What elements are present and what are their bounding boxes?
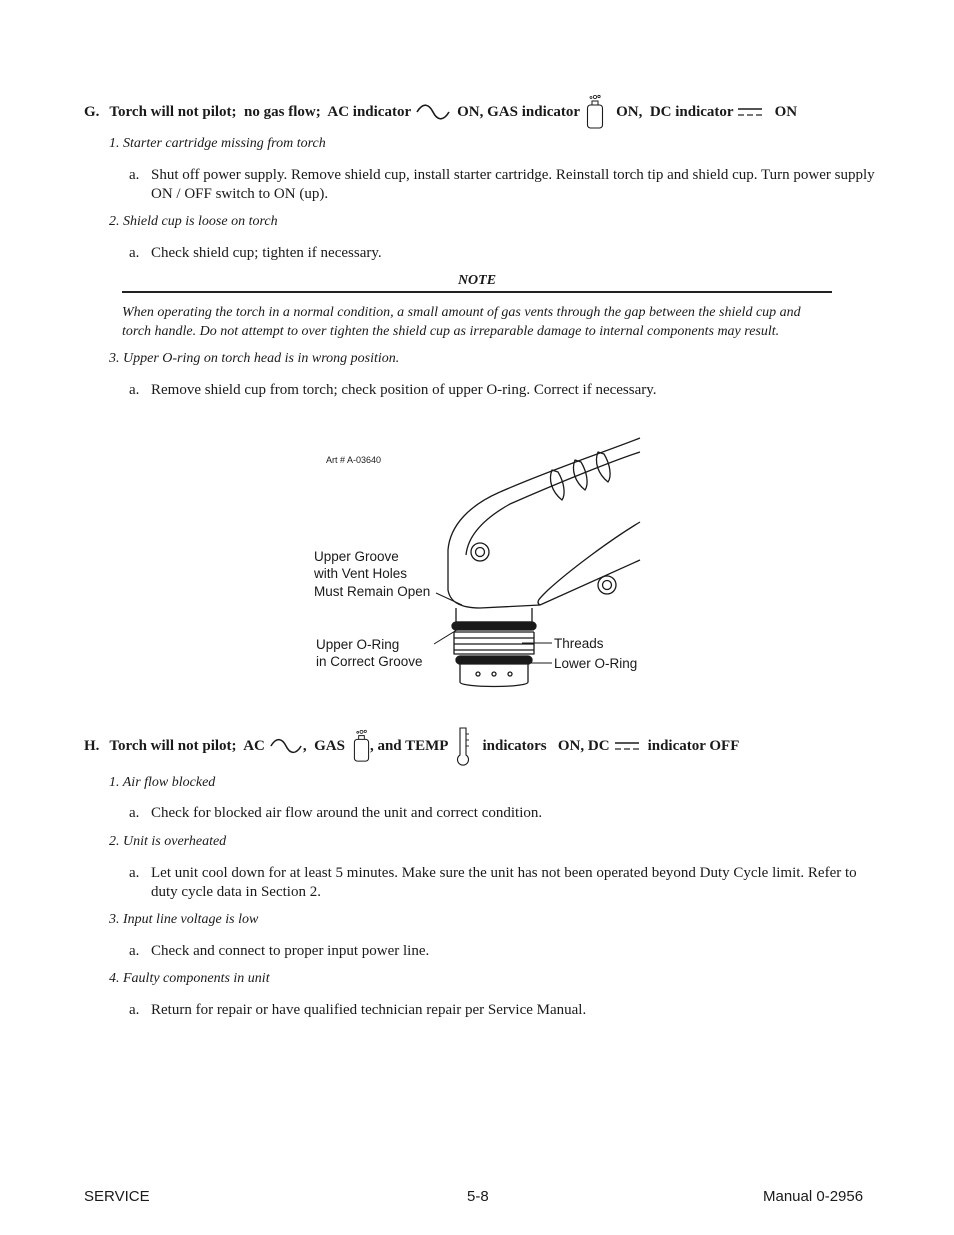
h-item-3-text: Check and connect to proper input power line.: [151, 943, 430, 959]
h-item-4-step: a.: [129, 1002, 140, 1018]
g-item-1-label: 1. Starter cartridge missing from torch: [109, 136, 326, 151]
ac-wave-icon: [415, 102, 451, 122]
h-item-2-label: 2. Unit is overheated: [109, 834, 227, 849]
g-item-3-text: Remove shield cup from torch; check position of upper O-ring. Correct if necessary.: [151, 382, 657, 398]
section-g-title-1: Torch will not pilot; no gas flow; AC indicator: [109, 103, 412, 120]
label-upper-oring-1: Upper O-Ring: [316, 637, 400, 652]
g-item-1-step: a.: [129, 167, 140, 183]
section-h-title-5: indicator OFF: [647, 737, 740, 754]
label-lower-oring: Lower O-Ring: [554, 656, 638, 671]
h-item-2-step: a.: [129, 865, 140, 881]
dc-symbol-icon: [737, 105, 763, 119]
gas-cylinder-icon: [586, 94, 604, 130]
h-item-3-label: 3. Input line voltage is low: [109, 912, 259, 927]
h-item-4-text: Return for repair or have qualified technician repair per Service Manual.: [151, 1002, 587, 1018]
ac-wave-icon: [269, 736, 303, 756]
section-h-title-4: indicators ON, DC: [482, 737, 610, 754]
h-item-1-text: Check for blocked air flow around the unit and correct condition.: [151, 805, 543, 821]
label-threads: Threads: [554, 636, 604, 651]
footer-left: SERVICE: [84, 1188, 150, 1205]
footer-manual-number: Manual 0-2956: [763, 1188, 864, 1205]
note-line-1: When operating the torch in a normal condition, a small amount of gas vents through the gap between the shield cup and: [122, 305, 801, 320]
section-g-title-2: ON, GAS indicator: [457, 103, 581, 120]
section-h-letter: H.: [84, 737, 100, 754]
section-h-title-1: Torch will not pilot; AC: [109, 737, 265, 754]
temperature-icon: [456, 726, 470, 766]
h-item-4-label: 4. Faulty components in unit: [109, 971, 270, 986]
h-item-1-step: a.: [129, 805, 140, 821]
section-g-letter: G.: [84, 103, 100, 120]
section-g-heading: [84, 94, 797, 130]
label-upper-groove-3: Must Remain Open: [314, 584, 431, 599]
g-item-2-text: Check shield cup; tighten if necessary.: [151, 245, 382, 261]
g-item-1-text: Shut off power supply. Remove shield cup, install starter cartridge. Reinstall torch tip and shield cup. Turn power supply ON / OFF switch to ON (up).: [151, 167, 875, 202]
h-item-2-text: Let unit cool down for at least 5 minutes. Make sure the unit has not been operated beyond Duty Cycle limit. Refer to duty cycle data in Section 2.: [151, 865, 857, 900]
gas-cylinder-icon: [353, 728, 370, 764]
note-divider: [122, 291, 832, 293]
section-h-heading: [84, 726, 739, 766]
art-number: Art # A-03640: [326, 455, 382, 465]
section-h-title-2: , GAS: [302, 737, 345, 754]
footer-page-number: 5-8: [467, 1188, 489, 1205]
h-item-1-label: 1. Air flow blocked: [109, 775, 216, 790]
label-upper-oring-2: in Correct Groove: [316, 654, 423, 669]
g-item-2-label: 2. Shield cup is loose on torch: [109, 214, 278, 229]
section-g-title-4: ON: [774, 103, 798, 120]
note-title: NOTE: [457, 273, 497, 288]
label-upper-groove-2: with Vent Holes: [314, 566, 408, 581]
g-item-3-step: a.: [129, 382, 140, 398]
g-item-3-label: 3. Upper O-ring on torch head is in wrong position.: [109, 351, 400, 366]
section-g-title-3: ON, DC indicator: [616, 103, 734, 120]
dc-symbol-icon: [614, 739, 640, 753]
note-line-2: torch handle. Do not attempt to over tighten the shield cup as irreparable damage to internal components may result.: [122, 324, 780, 339]
h-item-3-step: a.: [129, 943, 140, 959]
section-h-title-3: , and TEMP: [369, 737, 449, 754]
label-upper-groove-1: Upper Groove: [314, 549, 399, 564]
g-item-2-step: a.: [129, 245, 140, 261]
